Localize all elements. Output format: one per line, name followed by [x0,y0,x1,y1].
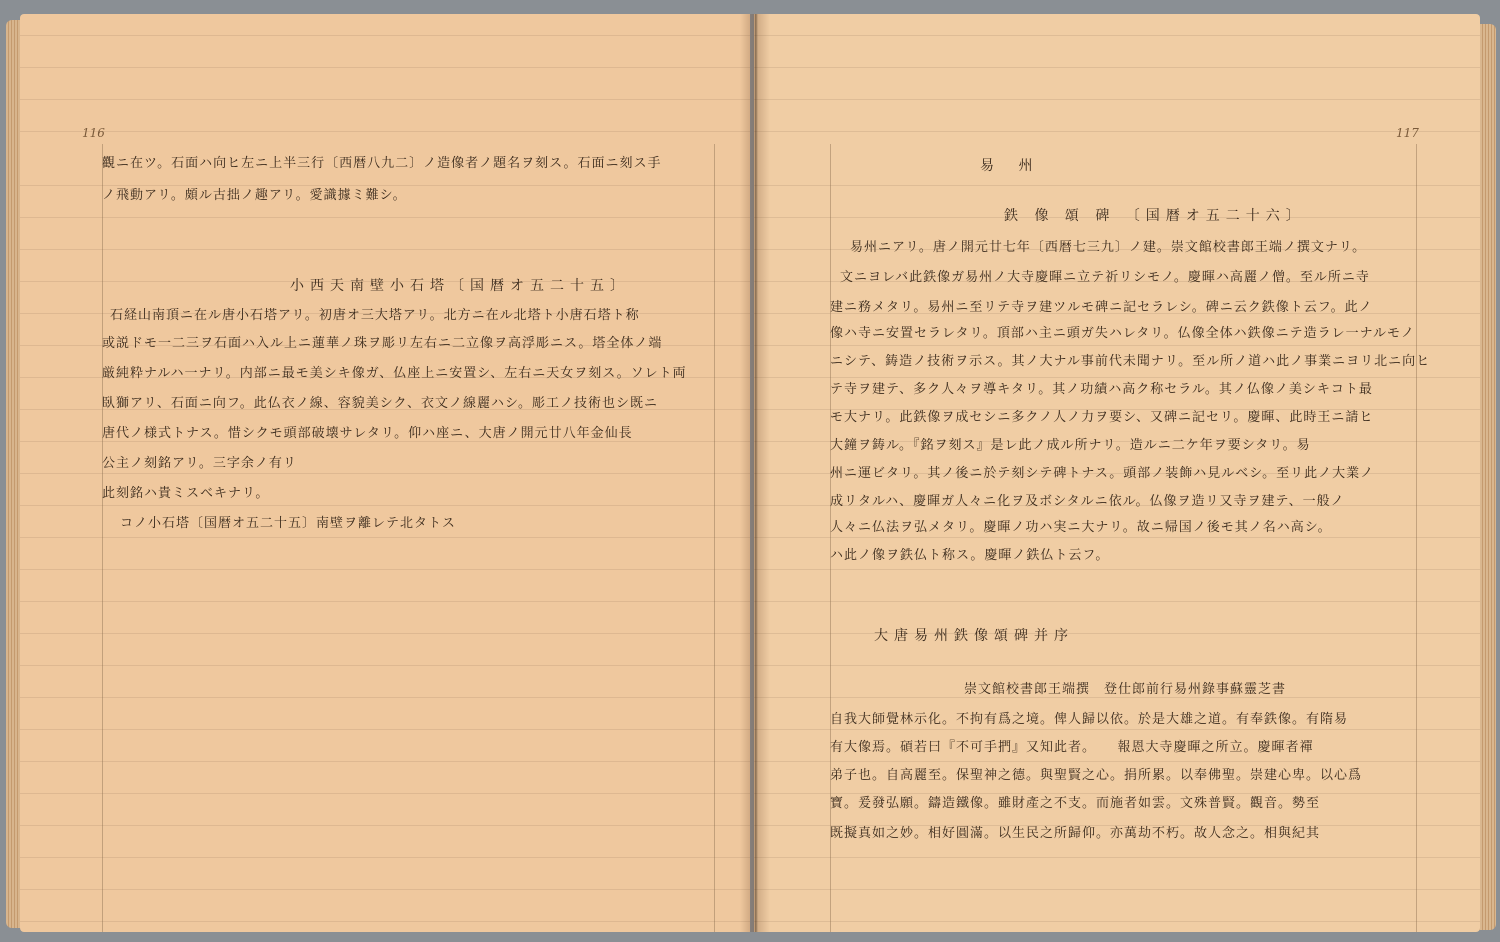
monument-heading: 鉄 像 頌 碑 〔国暦オ五二十六〕 [1004,208,1306,224]
left-section-heading: 小西天南壁小石塔〔国暦オ五二十五〕 [290,278,630,294]
right-body-line: テ寺ヲ建テ、多ク人々ヲ導キタリ。其ノ功績ハ高ク称セラル。其ノ仏像ノ美シキコト最 [830,382,1373,397]
book-gutter [740,14,770,932]
left-intro-line: 觀ニ在ツ。石面ハ向ヒ左ニ上半三行〔西暦八九二〕ノ造像者ノ題名ヲ刻ス。石面ニ刻ス手 [102,156,662,171]
open-notebook [6,14,1496,934]
right-body-line: モ大ナリ。此鉄像ヲ成セシニ多クノ人ノ力ヲ要シ、又碑ニ記セリ。慶暉、此時王ニ請ヒ [830,410,1374,425]
right-body-line: ニシテ、鋳造ノ技術ヲ示ス。其ノ大ナル事前代未聞ナリ。至ル所ノ道ハ此ノ事業ニヨリ北ニ向ヒ [830,354,1431,369]
left-body-line: コノ小石塔〔国暦オ五二十五〕南壁ヲ離レテ北タトス [120,516,456,531]
right-body-line: 像ハ寺ニ安置セラレタリ。頂部ハ主ニ頭ガ失ハレタリ。仏像全体ハ鉄像ニテ造ラレ一ナルモノ [830,326,1415,341]
left-body-line: 石経山南頂ニ在ル唐小石塔アリ。初唐オ三大塔アリ。北方ニ在ル北塔ト小唐石塔ト称 [110,308,640,323]
right-body-line: 大鐘ヲ鋳ル。『銘ヲ刻ス』是レ此ノ成ル所ナリ。造ルニ二ケ年ヲ要シタリ。易 [830,438,1311,453]
left-body-line: 唐代ノ様式トナス。惜シクモ頭部破壊サレタリ。仰ハ座ニ、大唐ノ開元廿八年金仙長 [102,426,633,441]
right-body-line: 易州ニアリ。唐ノ開元廿七年〔西暦七三九〕ノ建。崇文館校書郎王端ノ撰文ナリ。 [850,240,1367,255]
left-page-number: 116 [82,126,105,140]
left-body-line: 公主ノ刻銘アリ。三字余ノ有リ [102,456,297,471]
place-title: 易 州 [980,158,1043,174]
left-margin-line [102,144,103,932]
right-body-line: 文ニヨレバ此鉄像ガ易州ノ大寺慶暉ニ立テ祈リシモノ。慶暉ハ高麗ノ僧。至ル所ニ寺 [840,270,1370,285]
inscription-line: 有大像焉。碩若曰『不可手捫』又知此者。 報恩大寺慶暉之所立。慶暉者禪 [830,740,1314,755]
right-page-number: 117 [1396,126,1419,140]
left-body-line: 或説ドモ一二三ヲ石面ハ入ル上ニ蓮華ノ珠ヲ彫リ左右ニ二立像ヲ高浮彫ニス。塔全体ノ端 [102,336,663,351]
left-intro-line: ノ飛動アリ。頗ル古拙ノ趣アリ。愛識據ミ難シ。 [102,188,407,203]
inscription-attribution: 崇文館校書郎王端撰 登仕郎前行易州錄事蘇靈芝書 [964,682,1287,697]
inscription-heading: 大唐易州鉄像頌碑并序 [874,628,1074,644]
left-page [20,14,750,932]
left-inner-line [714,144,715,932]
right-body-line: 成リタルハ、慶暉ガ人々ニ化ヲ及ボシタルニ依ル。仏像ヲ造リ又寺ヲ建テ、一般ノ [830,494,1345,509]
left-body-line: 厳純粋ナルハ一ナリ。内部ニ最モ美シキ像ガ、仏座上ニ安置シ、左右ニ天女ヲ刻ス。ソレト両 [102,366,687,381]
inscription-line: 自我大師覺林示化。不拘有爲之境。俾人歸以依。於是大雄之道。有奉鉄像。有隋易 [830,712,1349,727]
right-body-line: ハ此ノ像ヲ鉄仏ト称ス。慶暉ノ鉄仏ト云フ。 [830,548,1110,563]
right-body-line: 州ニ運ビタリ。其ノ後ニ於テ刻シテ碑トナス。頭部ノ装飾ハ見ルベシ。至リ此ノ大業ノ [830,466,1375,481]
inscription-line: 既擬真如之妙。相好圓滿。以生民之所歸仰。亦萬劫不朽。故人念之。相與紀其 [830,826,1321,841]
right-inner-line [1416,144,1417,932]
right-page [754,14,1480,932]
inscription-line: 弟子也。自高麗至。保聖神之德。與聖賢之心。捐所累。以奉佛聖。崇建心卑。以心爲 [830,768,1363,783]
inscription-line: 寶。爰發弘願。鑄造鐵像。雖財產之不支。而施者如雲。文殊普賢。觀音。勢至 [830,796,1321,811]
right-body-line: 人々ニ仏法ヲ弘メタリ。慶暉ノ功ハ実ニ大ナリ。故ニ帰国ノ後モ其ノ名ハ高シ。 [830,520,1332,535]
left-body-line: 此刻銘ハ貴ミスベキナリ。 [102,486,270,501]
right-body-line: 建ニ務メタリ。易州ニ至リテ寺ヲ建ツルモ碑ニ記セラレシ。碑ニ云ク鉄像ト云フ。此ノ [830,300,1373,315]
left-body-line: 臥獅アリ、石面ニ向フ。此仏衣ノ線、容貌美シク、衣文ノ線麗ハシ。彫工ノ技術也シ既ニ [102,396,658,411]
